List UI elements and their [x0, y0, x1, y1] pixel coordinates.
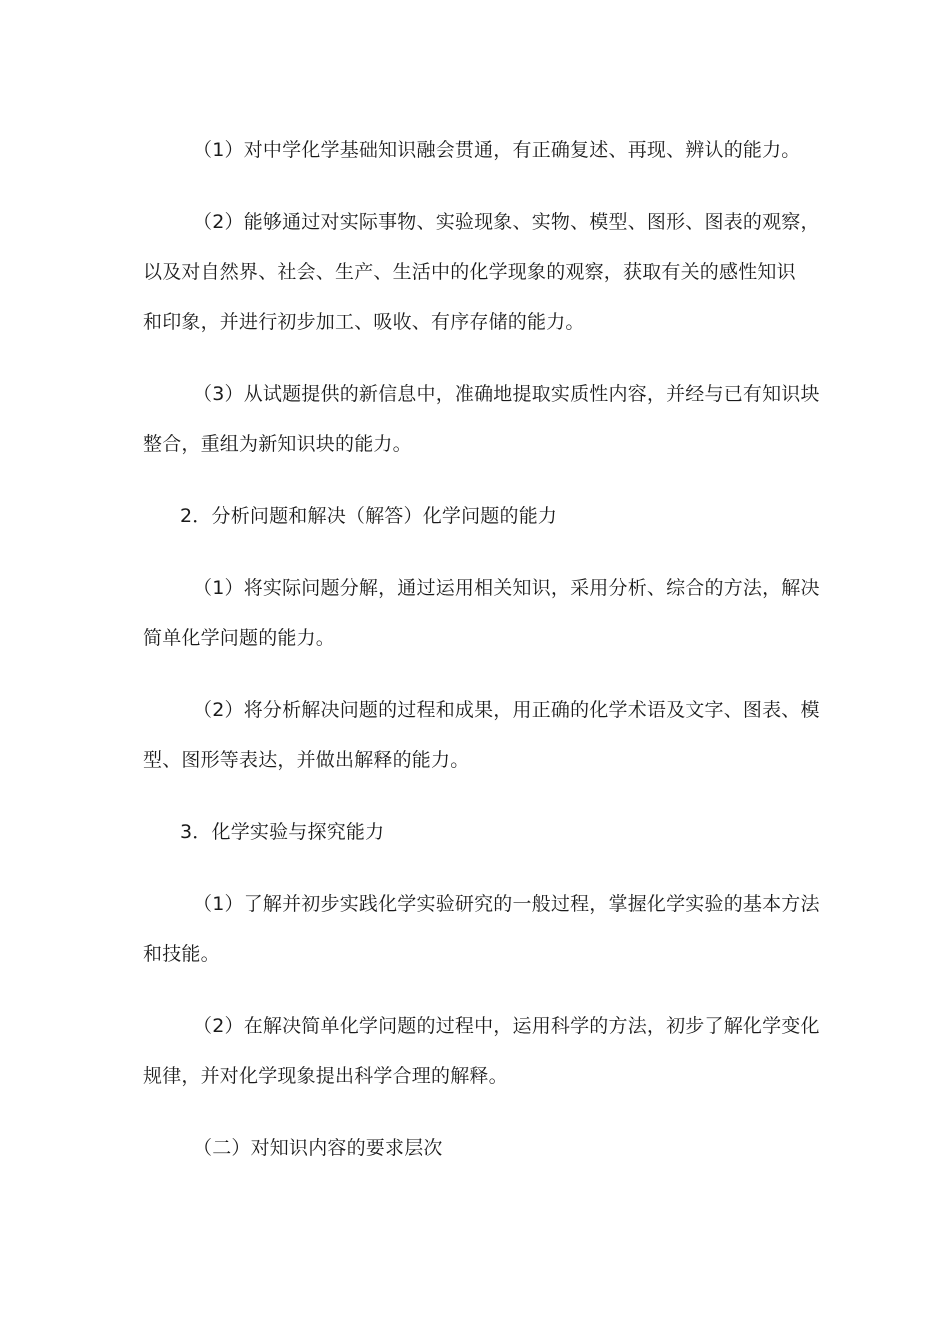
paragraph-4-line-2: 简单化学问题的能力。 — [143, 627, 336, 649]
paragraph-5-line-2: 型、图形等表达，并做出解释的能力。 — [143, 749, 470, 771]
paragraph-7-line-2: 规律，并对化学现象提出科学合理的解释。 — [143, 1065, 508, 1087]
paragraph-3-line-1: （3）从试题提供的新信息中，准确地提取实质性内容，并经与已有知识块 — [193, 383, 820, 405]
paragraph-6-line-1: （1）了解并初步实践化学实验研究的一般过程，掌握化学实验的基本方法 — [193, 893, 820, 915]
paragraph-4-line-1: （1）将实际问题分解，通过运用相关知识，采用分析、综合的方法，解决 — [193, 577, 820, 599]
paragraph-2-line-2: 以及对自然界、社会、生产、生活中的化学现象的观察，获取有关的感性知识 — [143, 261, 796, 283]
section-heading-2: 2．分析问题和解决（解答）化学问题的能力 — [180, 505, 558, 527]
paragraph-6-line-2: 和技能。 — [143, 943, 220, 965]
paragraph-2-line-1: （2）能够通过对实际事物、实验现象、实物、模型、图形、图表的观察， — [193, 211, 820, 233]
paragraph-7-line-1: （2）在解决简单化学问题的过程中，运用科学的方法，初步了解化学变化 — [193, 1015, 820, 1037]
section-heading-er: （二）对知识内容的要求层次 — [193, 1137, 443, 1159]
paragraph-2-line-3: 和印象，并进行初步加工、吸收、有序存储的能力。 — [143, 311, 585, 333]
section-heading-3: 3．化学实验与探究能力 — [180, 821, 385, 843]
paragraph-5-line-1: （2）将分析解决问题的过程和成果，用正确的化学术语及文字、图表、模 — [193, 699, 820, 721]
paragraph-3-line-2: 整合，重组为新知识块的能力。 — [143, 433, 412, 455]
paragraph-1-line-1: （1）对中学化学基础知识融会贯通，有正确复述、再现、辨认的能力。 — [193, 139, 801, 161]
